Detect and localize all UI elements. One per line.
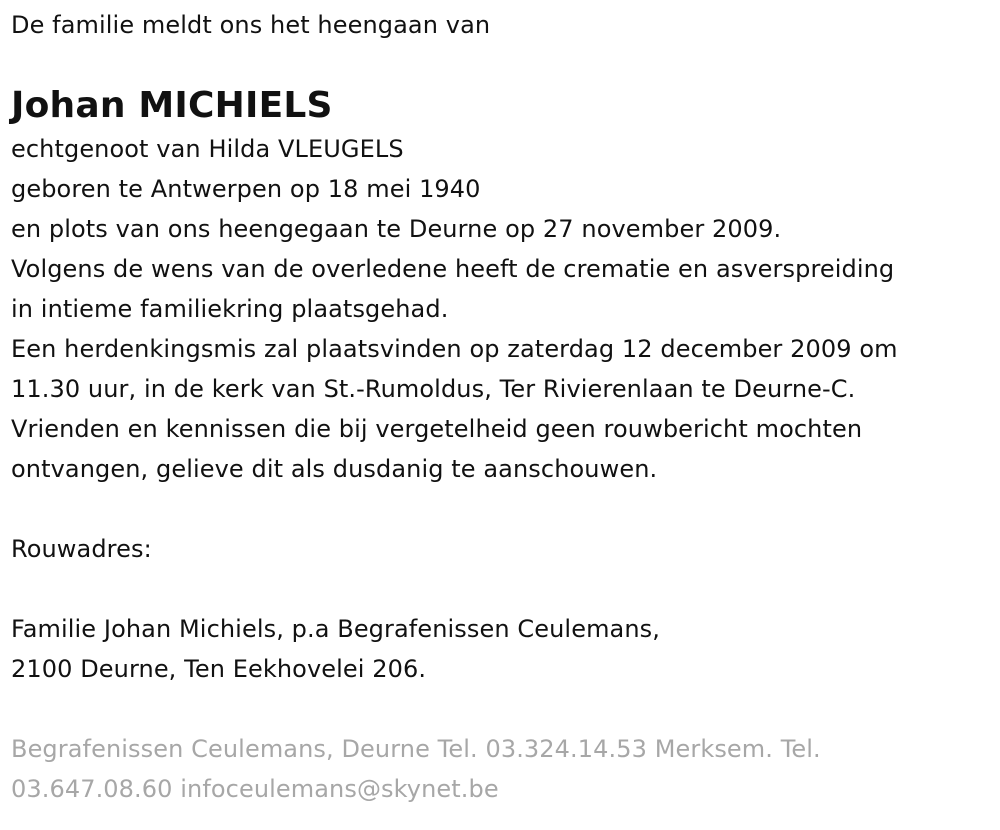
address-line: 2100 Deurne, Ten Eekhovelei 206. [11,655,427,683]
death-notice [11,0,991,809]
spacer [11,569,991,609]
memorial-mass-line: Een herdenkingsmis zal plaatsvinden op zaterdag 12 december 2009 om [11,335,898,363]
memorial-mass-line-continued: 11.30 uur, in de kerk van St.-Rumoldus, Ter Rivierenlaan te Deurne-C. [11,375,856,403]
notice-intro: De familie meldt ons het heengaan van [11,11,491,39]
funeral-home-footer [11,729,991,809]
footer-line: Begrafenissen Ceulemans, Deurne Tel. 03.324.14.53 Merksem. Tel. [11,735,821,763]
spacer [11,489,991,529]
address-line: Familie Johan Michiels, p.a Begrafenissen Ceulemans, [11,615,660,643]
friends-note-line-continued: ontvangen, gelieve dit als dusdanig te aanschouwen. [11,455,658,483]
notice-body [11,129,991,489]
death-line: en plots van ons heengegaan te Deurne op 27 november 2009. [11,215,782,243]
spouse-line: echtgenoot van Hilda VLEUGELS [11,135,404,163]
cremation-line-continued: in intieme familiekring plaatsgehad. [11,295,449,323]
footer-line: 03.647.08.60 infoceulemans@skynet.be [11,775,499,803]
rouwadres-label: Rouwadres: [11,535,152,563]
cremation-line: Volgens de wens van de overledene heeft de crematie en asverspreiding [11,255,895,283]
deceased-name: Johan MICHIELS [11,85,333,126]
birth-line: geboren te Antwerpen op 18 mei 1940 [11,175,481,203]
mourning-address [11,609,991,689]
spacer [11,689,991,729]
friends-note-line: Vrienden en kennissen die bij vergetelheid geen rouwbericht mochten [11,415,863,443]
